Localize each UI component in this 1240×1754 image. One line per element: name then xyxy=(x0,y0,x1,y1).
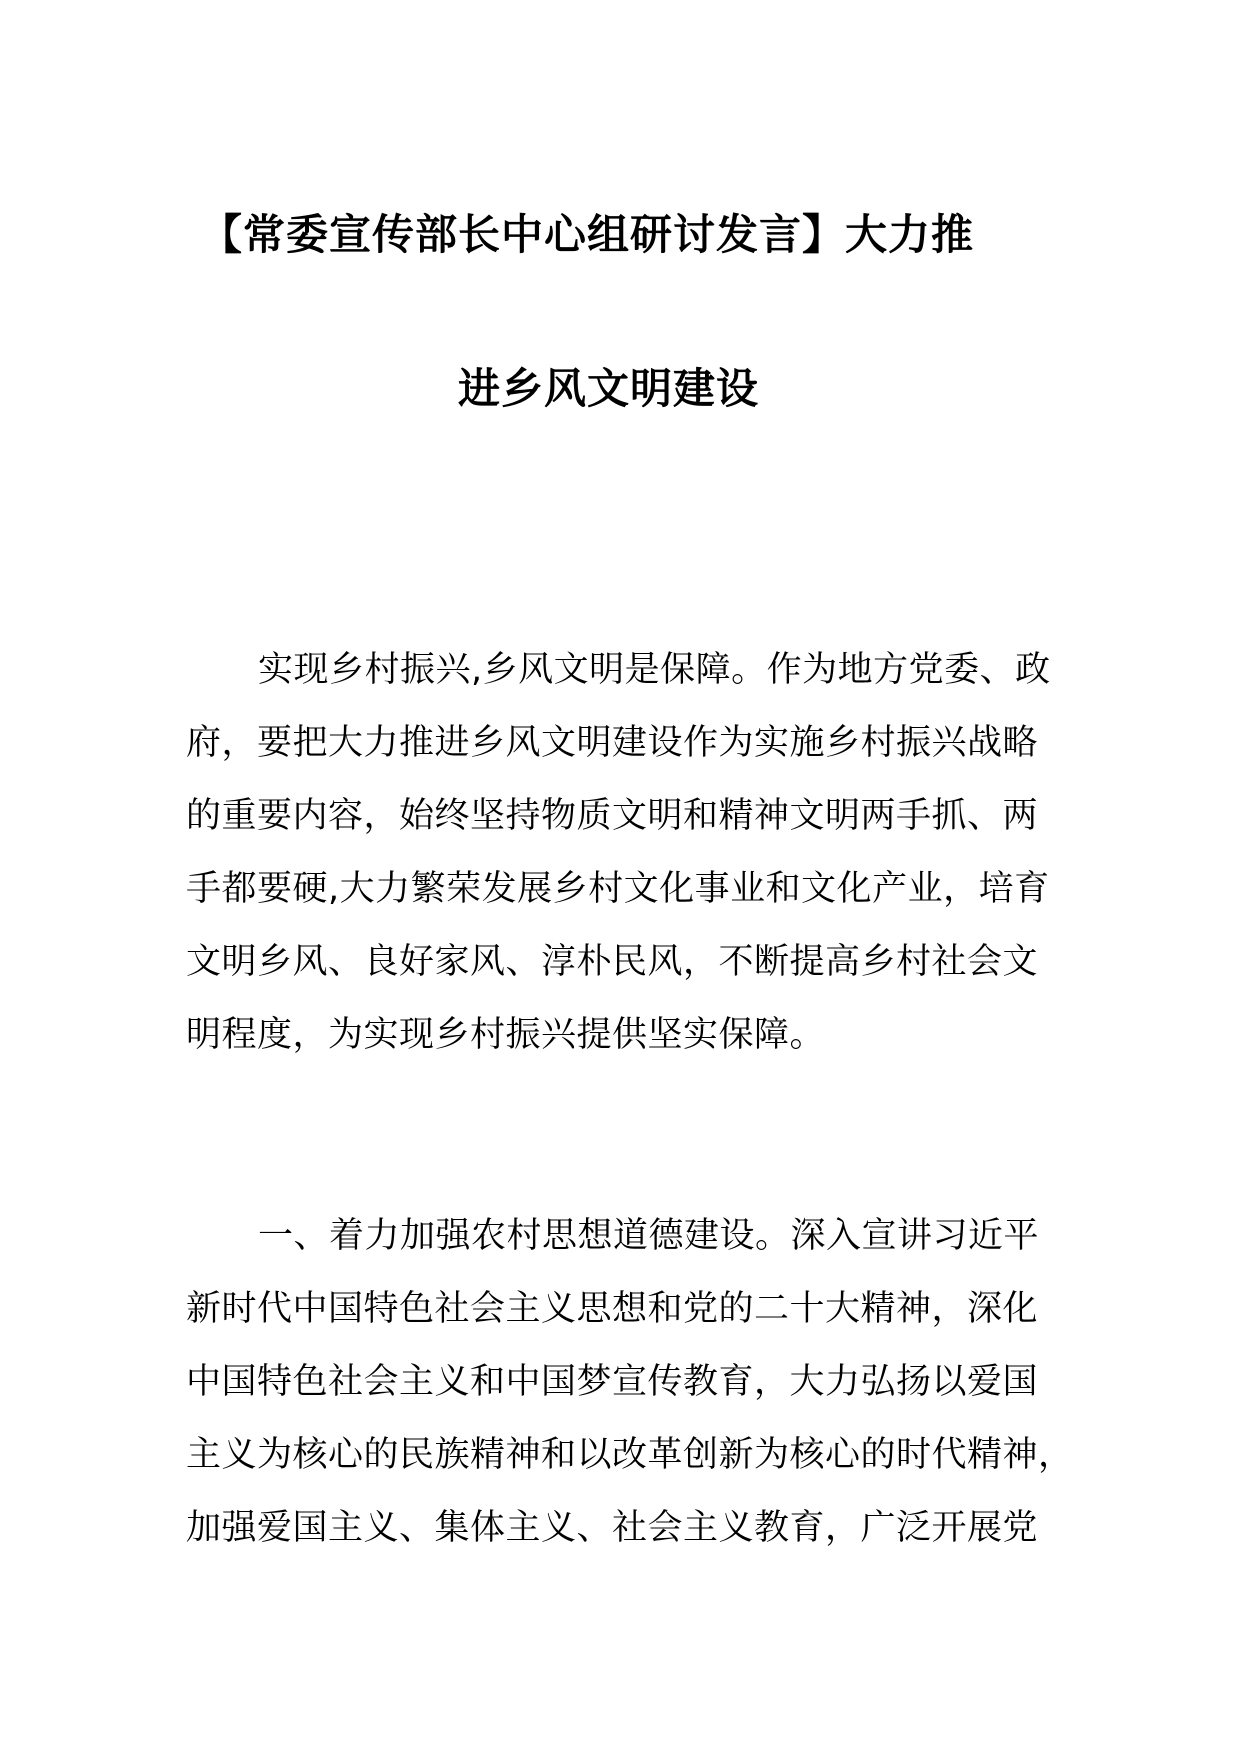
paragraph-line: 新时代中国特色社会主义思想和党的二十大精神，深化 xyxy=(186,1289,1039,1329)
paragraph-line: 的重要内容，始终坚持物质文明和精神文明两手抓、两 xyxy=(186,796,1039,836)
paragraph-line: 文明乡风、良好家风、淳朴民风，不断提高乡村社会文 xyxy=(186,942,1039,982)
paragraph-line: 手都要硬,大力繁荣发展乡村文化事业和文化产业，培育 xyxy=(186,869,1050,909)
document-title-line-1: 【常委宣传部长中心组研讨发言】大力推 xyxy=(200,210,975,259)
paragraph-line: 一、着力加强农村思想道德建设。深入宣讲习近平 xyxy=(258,1216,1040,1256)
paragraph-line: 主义为核心的民族精神和以改革创新为核心的时代精神， xyxy=(186,1435,1074,1475)
paragraph-intro xyxy=(186,634,1070,1072)
paragraph-line: 府，要把大力推进乡风文明建设作为实施乡村振兴战略 xyxy=(186,723,1039,763)
paragraph-section-1 xyxy=(186,1200,1074,1565)
paragraph-line: 明程度，为实现乡村振兴提供坚实保障。 xyxy=(186,1015,826,1055)
paragraph-line: 加强爱国主义、集体主义、社会主义教育，广泛开展党 xyxy=(186,1508,1039,1548)
document-title-line-2: 进乡风文明建设 xyxy=(458,364,760,413)
paragraph-line: 中国特色社会主义和中国梦宣传教育，大力弘扬以爱国 xyxy=(186,1362,1039,1402)
paragraph-line: 实现乡村振兴,乡风文明是保障。作为地方党委、政 xyxy=(258,650,1051,690)
